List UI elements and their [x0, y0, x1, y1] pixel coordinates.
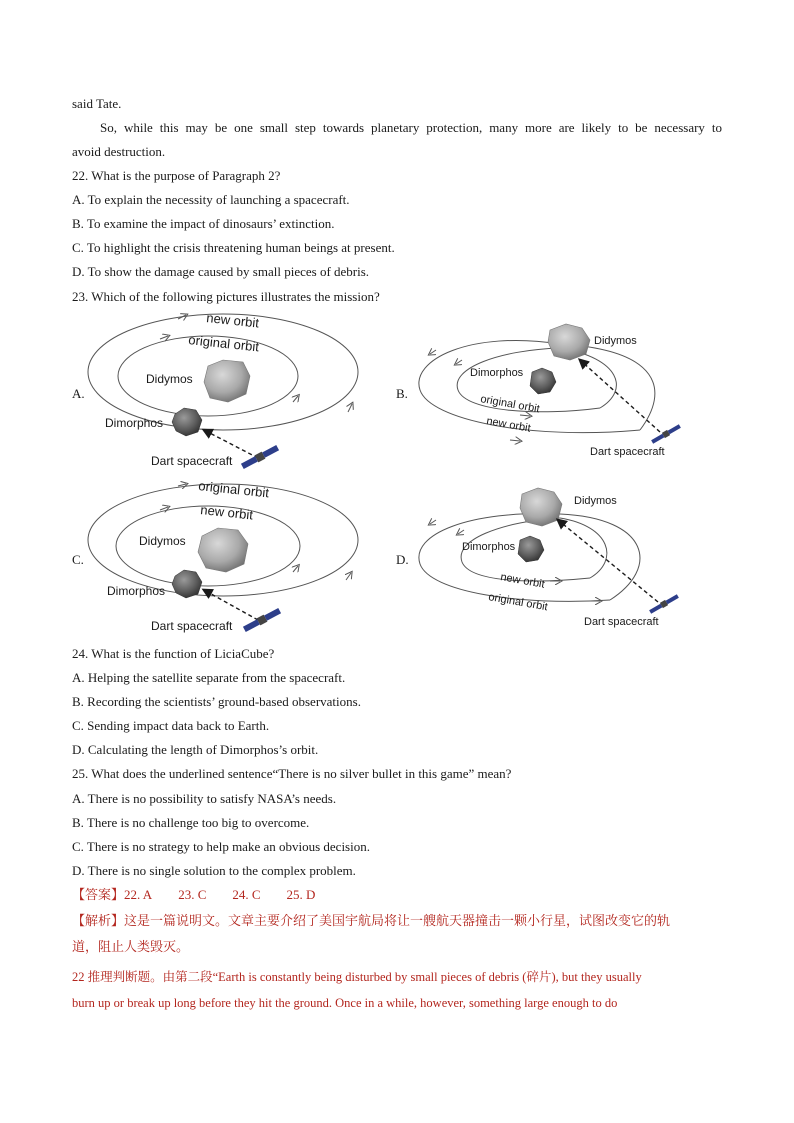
q25-stem: 25. What does the underlined sentence“There is no silver bullet in this game” mean?: [72, 766, 512, 781]
q23-letter-a: A.: [72, 386, 85, 401]
q23-letter-d: D.: [396, 552, 409, 567]
answer-line: [72, 887, 341, 904]
analysis-line-2: 道，阻止人类毁灭。: [72, 940, 190, 955]
dimorphos-asteroid: [172, 408, 202, 436]
analysis-tag: 【解析】: [72, 914, 125, 929]
answer-tag: 【答案】: [72, 888, 125, 903]
dimorphos-asteroid: [518, 536, 544, 562]
satellite-icon: [649, 593, 680, 614]
q22-option-b: B. To examine the impact of dinosaurs’ extinction.: [72, 216, 335, 231]
figure-option-c[interactable]: [88, 472, 368, 647]
text-line-said-tate: said Tate.: [72, 96, 122, 111]
q25-option-a: A. There is no possibility to satisfy NASA’s needs.: [72, 791, 337, 806]
label-a-outer: new orbit: [205, 310, 260, 331]
paragraph-conclusion-cont: avoid destruction.: [72, 144, 166, 159]
figure-option-a[interactable]: [88, 304, 368, 479]
q24-stem: 24. What is the function of LiciaCube?: [72, 646, 275, 661]
q24-option-b: B. Recording the scientists’ ground-based observations.: [72, 694, 361, 709]
satellite-icon: [242, 607, 281, 633]
q23-stem: 23. Which of the following pictures illustrates the mission?: [72, 289, 380, 304]
didymos-asteroid: [204, 360, 250, 402]
q25-option-c: C. There is no strategy to help make an obvious decision.: [72, 839, 370, 854]
didymos-asteroid: [520, 488, 562, 526]
label-b-outer: new orbit: [485, 415, 532, 435]
label-d-outer: original orbit: [487, 591, 549, 614]
satellite-icon: [651, 423, 682, 444]
answer-23: 23. C: [178, 887, 207, 902]
label-b-small: Dimorphos: [470, 367, 524, 379]
figure-option-d[interactable]: [410, 484, 700, 639]
didymos-asteroid: [548, 324, 590, 360]
impact-arrow: [580, 360, 660, 432]
dimorphos-asteroid: [530, 368, 556, 394]
answer-25: 25. D: [286, 887, 316, 902]
label-c-big: Didymos: [139, 534, 186, 548]
q25-option-d: D. There is no single solution to the complex problem.: [72, 863, 356, 878]
label-c-outer: original orbit: [197, 478, 270, 501]
analysis-text-1: 这是一篇说明文。文章主要介绍了美国宇航局将让一艘航天器撞击一颗小行星，试图改变它的轨: [124, 914, 671, 929]
dimorphos-asteroid: [172, 570, 202, 598]
q22-option-d: D. To show the damage caused by small pieces of debris.: [72, 264, 370, 279]
paragraph-conclusion: So, while this may be one small step towards planetary protection, many more are likely to be necessary to: [100, 120, 722, 135]
label-c-small: Dimorphos: [107, 584, 166, 598]
label-d-inner: new orbit: [499, 571, 546, 591]
answer-22: 22. A: [124, 887, 153, 902]
q25-option-b: B. There is no challenge too big to overcome.: [72, 815, 310, 830]
analysis-line-3: 22 推理判断题。由第二段“Earth is constantly being disturbed by small pieces of debris (碎片), but they usually: [72, 970, 642, 984]
orbit-outer: [419, 340, 640, 432]
label-a-craft: Dart spacecraft: [151, 454, 233, 468]
label-d-small: Dimorphos: [462, 541, 516, 553]
label-a-small: Dimorphos: [105, 416, 164, 430]
q23-letter-b: B.: [396, 386, 408, 401]
q24-option-c: C. Sending impact data back to Earth.: [72, 718, 270, 733]
analysis-line-1: [72, 913, 670, 930]
label-b-craft: Dart spacecraft: [590, 446, 665, 458]
q24-option-a: A. Helping the satellite separate from the spacecraft.: [72, 670, 346, 685]
didymos-asteroid: [198, 528, 248, 572]
q22-stem: 22. What is the purpose of Paragraph 2?: [72, 168, 281, 183]
label-d-big: Didymos: [574, 495, 617, 507]
impact-arrow: [558, 520, 658, 602]
label-b-inner: original orbit: [479, 393, 541, 416]
label-b-big: Didymos: [594, 335, 637, 347]
orbit-outer: [419, 514, 610, 602]
q22-option-a: A. To explain the necessity of launching a spacecraft.: [72, 192, 350, 207]
analysis-line-4: burn up or break up long before they hit the ground. Once in a while, however, something large enough to do: [72, 996, 618, 1010]
satellite-icon: [240, 444, 279, 470]
label-a-big: Didymos: [146, 372, 193, 386]
label-a-inner: original orbit: [187, 332, 260, 355]
q23-letter-c: C.: [72, 552, 84, 567]
q24-option-d: D. Calculating the length of Dimorphos’s orbit.: [72, 742, 319, 757]
label-c-craft: Dart spacecraft: [151, 619, 233, 633]
q22-option-c: C. To highlight the crisis threatening human beings at present.: [72, 240, 395, 255]
answer-24: 24. C: [232, 887, 261, 902]
figure-option-b[interactable]: [410, 320, 700, 465]
label-c-inner: new orbit: [199, 502, 254, 523]
label-d-craft: Dart spacecraft: [584, 616, 659, 628]
